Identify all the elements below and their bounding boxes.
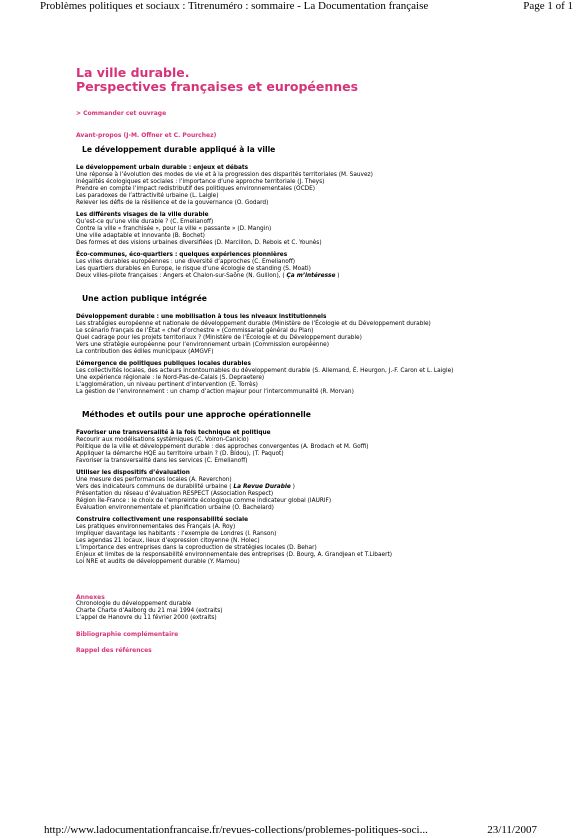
toc-part [76, 145, 546, 280]
subsection-title: Éco-communes, éco-quartiers : quelques expériences pionnières [76, 252, 288, 258]
annexes-list [76, 601, 546, 622]
title-line-1: La ville durable. [76, 65, 190, 80]
article-link[interactable]: Favoriser la transversalité dans les services (C. Emelianoff) [76, 458, 248, 464]
article-link[interactable]: L’importance des entreprises dans la coproduction de stratégies locales (D. Behar) [76, 545, 317, 551]
article-link[interactable]: Vers une stratégie européenne pour l’environnement urbain (Commission européenne) [76, 342, 329, 348]
bibliography-link[interactable]: Bibliographie complémentaire [76, 631, 179, 638]
article-link[interactable]: Contre la ville « franchisée », pour la ville « passante » (D. Mangin) [76, 226, 272, 232]
article-link[interactable]: Le scénario français de l’État « chef d’orchestre » (Commissariat général du Plan) [76, 328, 314, 334]
article-link[interactable]: Des formes et des visions urbaines diversifiées (D. Marcillon, D. Rebois et C. Younès) [76, 240, 322, 246]
article-suffix: ) [290, 484, 295, 490]
annex-link[interactable]: L’appel de Hanovre du 11 février 2000 (extraits) [76, 615, 217, 621]
part-title: Une action publique intégrée [82, 294, 207, 303]
print-page-title: Problèmes politiques et sociaux : Titrenuméro : sommaire - La Documentation française [40, 0, 429, 12]
article-link[interactable]: Recourir aux modélisations systémiques (C. Voiron-Canicio) [76, 437, 249, 443]
print-url: http://www.ladocumentationfrancaise.fr/revues-collections/problemes-politiques-soci... [44, 824, 428, 836]
article-text: Deux villes-pilote françaises : Angers et Chalon-sur-Saône (N. Guillon), ( [76, 273, 287, 279]
article-link[interactable]: Les agendas 21 locaux, lieux d’expression citoyenne (N. Holec) [76, 538, 260, 544]
article-link[interactable]: Présentation du réseau d’évaluation RESPECT (Association Respect) [76, 491, 274, 497]
annex-link[interactable]: Chronologie du développement durable [76, 601, 192, 607]
article-link[interactable]: Qu’est-ce qu’une ville durable ? (C. Emelianoff) [76, 219, 214, 225]
browser-print-footer [0, 824, 581, 838]
article-text: Vers des indicateurs communs de durabilité urbaine ( [76, 484, 234, 490]
source-italic: La Revue Durable [233, 484, 291, 490]
article-link[interactable]: Inégalités écologiques et sociales : l’importance d’une approche territoriale (J. Theys) [76, 179, 325, 185]
source-italic: Ça m’intéresse [286, 273, 336, 279]
article-link[interactable]: Les collectivités locales, des acteurs incontournables du développement durable (S. Allemand, É. Heurgon, J.-F. Caron et L. Laigle) [76, 368, 454, 374]
browser-print-header [0, 0, 581, 14]
subsection-title: Les différents visages de la ville durable [76, 212, 209, 218]
references-link[interactable]: Rappel des références [76, 647, 152, 654]
article-link[interactable]: Les pratiques environnementales des Français (A. Roy) [76, 524, 236, 530]
article-link[interactable]: Prendre en compte l’impact redistributif des politiques environnementales (OCDE) [76, 186, 316, 192]
subsection-title: Favoriser une transversalité à la fois technique et politique [76, 430, 271, 436]
article-link[interactable]: Les villes durables européennes : une diversité d’approches (C. Emelianoff) [76, 259, 296, 265]
article-link[interactable]: Les paradoxes de l’attractivité urbaine (L. Laigle) [76, 193, 219, 199]
article-link[interactable]: Politique de la ville et développement durable : des approches convergentes (A. Brodach et M. Goffi) [76, 444, 369, 450]
annex-link[interactable]: Charte Charte d’Aalborg du 21 mai 1994 (extraits) [76, 608, 223, 614]
table-of-contents [76, 145, 546, 566]
article-link[interactable]: Loi NRE et audits de développement durable (Y. Mamou) [76, 559, 240, 565]
article-link[interactable]: Les stratégies européenne et nationale de développement durable (Ministère de l’Écologie et du Développement durable) [76, 321, 431, 327]
subsection-title: Construire collectivement une responsabilité sociale [76, 517, 249, 523]
article-link[interactable] [76, 273, 546, 280]
print-page-number: Page 1 of 1 [523, 0, 573, 12]
article-link[interactable]: Impliquer davantage les habitants : l’exemple de Londres (I. Ranson) [76, 531, 277, 537]
article-link[interactable]: La gestion de l’environnement : un champ d’action majeur pour l’intercommunalité (R. Morvan) [76, 389, 354, 395]
article-link[interactable]: Relever les défis de la résilience et de la gouvernance (O. Godard) [76, 200, 269, 206]
order-link[interactable]: > Commander cet ouvrage [76, 110, 167, 117]
toc-part [76, 410, 546, 566]
article-link[interactable]: Une ville adaptable et innovante (B. Bochet) [76, 233, 205, 239]
article-link[interactable]: Appliquer la démarche HQE au territoire urbain ? (D. Bidou), (T. Paquot) [76, 451, 284, 457]
avant-propos-link[interactable]: Avant-propos (J-M. Offner et C. Pourchez) [76, 132, 217, 139]
toc-part [76, 294, 546, 396]
document-content [76, 66, 546, 654]
print-date: 23/11/2007 [487, 824, 537, 836]
annexes-title[interactable]: Annexes [76, 594, 105, 601]
article-link[interactable]: Une expérience régionale : le Nord-Pas-de-Calais (S. Depraetere) [76, 375, 265, 381]
article-link[interactable]: Quel cadrage pour les projets territoriaux ? (Ministère de l’Écologie et du Développement durable) [76, 335, 362, 341]
article-link[interactable]: Évaluation environnementale et planification urbaine (O. Bachelard) [76, 505, 274, 511]
subsection-title: Le développement urbain durable : enjeux et débats [76, 165, 249, 171]
article-link[interactable]: Une réponse à l’évolution des modes de vie et à la progression des disparités territoriales (M. Sauvez) [76, 172, 373, 178]
part-title: Le développement durable appliqué à la ville [82, 145, 276, 154]
article-link[interactable]: Les quartiers durables en Europe, le risque d’une écologie de standing (S. Moati) [76, 266, 311, 272]
subsection-title: L’émergence de politiques publiques locales durables [76, 361, 251, 367]
title-line-2: Perspectives françaises et européennes [76, 79, 359, 94]
article-link[interactable]: La contribution des édiles municipaux (AMGVF) [76, 349, 214, 355]
article-suffix: ) [335, 273, 340, 279]
article-link[interactable]: Une mesure des performances locales (A. Reverchon) [76, 477, 232, 483]
article-link[interactable]: Enjeux et limites de la responsabilité environnementale des entreprises (D. Bourg, A. Grandjean et T.Libaert) [76, 552, 392, 558]
subsection-title: Utiliser les dispositifs d’évaluation [76, 470, 190, 476]
subsection-title: Développement durable : une mobilisation à tous les niveaux institutionnels [76, 314, 327, 320]
part-title: Méthodes et outils pour une approche opérationnelle [82, 410, 311, 419]
article-link[interactable]: L’agglomération, un niveau pertinent d’intervention (E. Torrès) [76, 382, 258, 388]
article-link[interactable]: Région Île-France : le choix de l’empreinte écologique comme indicateur global (IAURIF) [76, 498, 332, 504]
document-title [76, 66, 546, 94]
article-link[interactable] [76, 484, 546, 491]
